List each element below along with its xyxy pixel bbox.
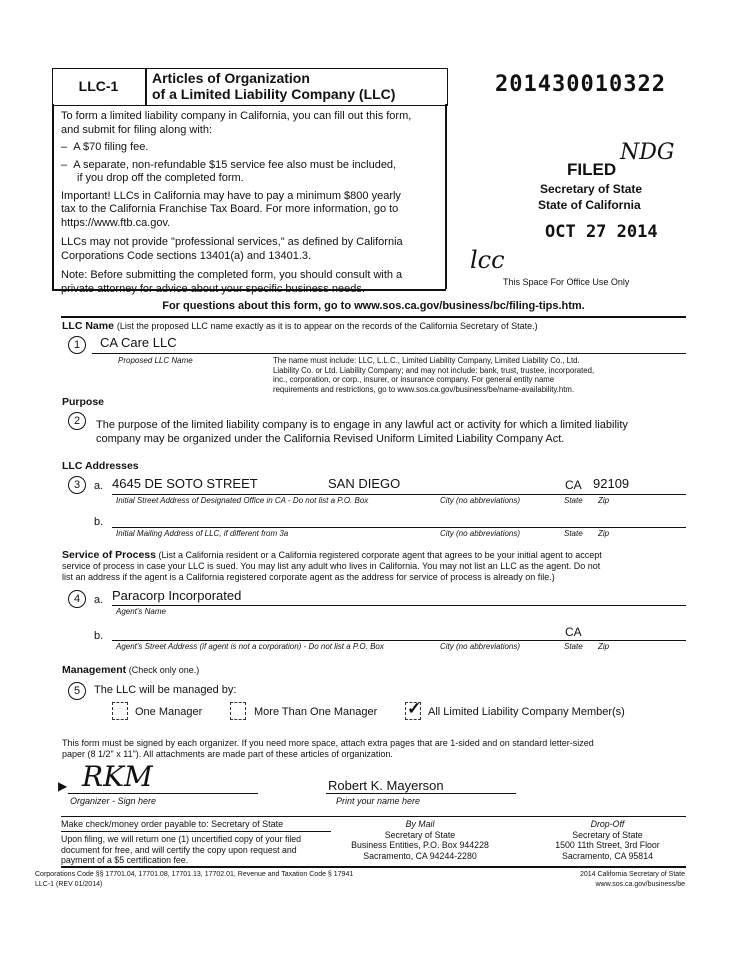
llc-name-line xyxy=(92,353,686,354)
form-title xyxy=(152,70,395,102)
service-line: list an address if the agent is a California registered corporate agent as the address for service of process is already on file.) xyxy=(62,572,555,582)
professional-line: Corporations Code sections 13401(a) and 13401.3. xyxy=(61,249,312,262)
name-requirements xyxy=(273,356,594,394)
address-b-line[interactable] xyxy=(112,527,686,528)
rule-line: Liability Co. or Ltd. Liability Company; and may not include: bank, trust, trustee, incorporated, xyxy=(273,365,595,375)
agent-a-marker: a. xyxy=(94,594,104,606)
llc-name-heading xyxy=(62,320,538,332)
intro-frame-right xyxy=(445,104,447,289)
intro-line: To form a limited liability company in California, you can fill out this form, xyxy=(61,110,412,122)
llc-name-value[interactable]: CA Care LLC xyxy=(100,335,177,350)
code-citation xyxy=(35,870,353,890)
dropoff-line: 1500 11th Street, 3rd Floor xyxy=(555,840,660,850)
agent-address-line[interactable] xyxy=(112,640,686,641)
city-label: City (no abbreviations) xyxy=(440,642,521,651)
office-use-label: This Space For Office Use Only xyxy=(503,277,630,287)
signature-text: This form must be signed by each organizer. If you need more space, attach extra pages that are 1-sided and on standard letter-sized xyxy=(62,738,594,748)
zip-label: Zip xyxy=(598,529,610,538)
item-number-5: 5 xyxy=(68,682,86,700)
dropoff-line: Sacramento, CA 95814 xyxy=(562,850,653,861)
fee-item: A $70 filing fee. xyxy=(73,141,149,153)
purpose-line: The purpose of the limited liability company is to engage in any lawful act or activity for which a limited liability xyxy=(96,419,628,431)
heading-text: LLC Name xyxy=(62,320,114,332)
fee-item-cont: if you drop off the completed form. xyxy=(77,172,244,184)
agent-b-marker: b. xyxy=(94,630,104,642)
title-line-1: Articles of Organization xyxy=(152,70,310,86)
city[interactable]: SAN DIEGO xyxy=(328,476,401,491)
address-a-marker: a. xyxy=(94,480,104,492)
mail-address xyxy=(340,819,500,861)
filing-return-text xyxy=(61,834,301,866)
one-manager-label: One Manager xyxy=(135,706,203,718)
purpose-line: company may be organized under the California Revised Uniform Limited Liability Company Act. xyxy=(96,433,565,445)
intro-line: and submit for filing along with: xyxy=(61,123,213,136)
management-instruction: (Check only one.) xyxy=(128,665,200,675)
address-a-line xyxy=(112,494,686,495)
title-line-2: of a Limited Liability Company (LLC) xyxy=(152,86,396,102)
address-b-label: Initial Mailing Address of LLC, if different from 3a xyxy=(116,529,289,538)
footer-line: document for free, and will certify the copy upon request and xyxy=(61,844,297,855)
note-line: Note: Before submitting the completed form, you should consult with a xyxy=(61,269,403,281)
footer-bottom-rule xyxy=(61,866,686,868)
sign-here-arrow-icon: ▶ xyxy=(58,779,68,793)
service-line: service of process in case your LLC is sued. You may list any adult who lives in California. You may not list an LLC as the agent. Do not xyxy=(62,561,601,571)
important-line: https://www.ftb.ca.gov. xyxy=(61,216,171,229)
mail-line: Sacramento, CA 94244-2280 xyxy=(363,850,477,861)
members-label: All Limited Liability Company Member(s) xyxy=(428,706,625,718)
fee-item: A separate, non-refundable $15 service fee also must be included, xyxy=(73,158,397,171)
organizer-signature[interactable]: RKM xyxy=(82,760,153,793)
agent-address-label: Agent's Street Address (if agent is not a corporation) - Do not list a P.O. Box xyxy=(116,642,384,651)
stamp-date: OCT 27 2014 xyxy=(545,222,658,242)
copyright xyxy=(530,870,685,890)
signature-instructions xyxy=(62,738,687,760)
state-label: State xyxy=(564,642,583,651)
service-heading: Service of Process xyxy=(62,549,156,561)
professional-line: LLCs may not provide "professional services," as defined by California xyxy=(61,236,403,248)
payable-rule xyxy=(61,831,331,832)
agent-state[interactable]: CA xyxy=(565,625,582,639)
item-number-1: 1 xyxy=(68,336,86,354)
intro-frame-left xyxy=(52,104,54,289)
footer-line: payment of a $5 certification fee. xyxy=(61,855,189,865)
dropoff-line: Secretary of State xyxy=(572,829,643,840)
item-number-4: 4 xyxy=(68,590,86,608)
signature-line xyxy=(68,793,258,794)
stamp-sos: Secretary of State xyxy=(540,182,643,196)
website: www.sos.ca.gov/business/be xyxy=(595,881,685,888)
zip[interactable]: 92109 xyxy=(593,476,630,491)
management-heading-row xyxy=(62,664,199,676)
dropoff-address xyxy=(530,819,685,861)
city-label: City (no abbreviations) xyxy=(440,496,521,505)
management-heading: Management xyxy=(62,664,127,676)
code-line: Corporations Code §§ 17701.04, 17701.08, 17701.13, 17702.01, Revenue and Taxation Code § 17941 xyxy=(35,871,354,878)
state[interactable]: CA xyxy=(565,478,582,492)
item-number-3: 3 xyxy=(68,476,86,494)
agent-name-label: Agent's Name xyxy=(116,607,166,616)
address-b-marker: b. xyxy=(94,516,104,528)
zip-label: Zip xyxy=(598,642,610,651)
state-label: State xyxy=(564,529,583,538)
dropoff-heading: Drop-Off xyxy=(590,819,625,829)
important-line: tax to the California Franchise Tax Board. For more information, go to xyxy=(61,203,399,215)
payable-text: Make check/money order payable to: Secretary of State xyxy=(61,819,284,829)
questions-line: For questions about this form, go to www.sos.ca.gov/business/bc/filing-tips.htm. xyxy=(162,300,585,312)
zip-label: Zip xyxy=(598,496,610,505)
management-text: The LLC will be managed by: xyxy=(94,684,237,696)
purpose-heading: Purpose xyxy=(62,396,105,408)
copyright-line: 2014 California Secretary of State xyxy=(579,871,685,878)
rule-line: The name must include: LLC, L.L.C., Limited Liability Company, Limited Liability Co., Ltd. xyxy=(273,356,580,365)
form-revision: LLC-1 (REV 01/2014) xyxy=(35,881,103,888)
address-a-label: Initial Street Address of Designated Office in CA - Do not list a P.O. Box xyxy=(116,496,369,505)
more-managers-label: More Than One Manager xyxy=(254,706,378,718)
file-number: 201430010322 xyxy=(495,72,666,97)
mail-line: Business Entities, P.O. Box 944228 xyxy=(351,840,489,850)
addresses-heading: LLC Addresses xyxy=(62,460,139,472)
state-label: State xyxy=(564,496,583,505)
name-label: Print your name here xyxy=(336,796,421,806)
llc-name-label: Proposed LLC Name xyxy=(118,356,193,365)
mail-heading: By Mail xyxy=(405,819,435,829)
organizer-name[interactable]: Robert K. Mayerson xyxy=(328,778,444,793)
item-number-2: 2 xyxy=(68,412,86,430)
agent-line xyxy=(112,605,686,606)
handwritten-initials: NDG xyxy=(620,140,675,165)
signature-label: Organizer - Sign here xyxy=(70,796,157,806)
handwritten-mark: lcc xyxy=(470,246,505,274)
note-line: private attorney for advice about your specific business needs. xyxy=(61,282,365,295)
signature-text: paper (8 1/2" x 11"). All attachments are made part of these articles of organization. xyxy=(62,749,393,759)
form-code: LLC-1 xyxy=(78,78,119,94)
filed-stamp: FILED xyxy=(567,160,617,179)
street-address[interactable]: 4645 DE SOTO STREET xyxy=(112,476,258,491)
header-divider xyxy=(145,68,147,105)
rule-line: inc., corporation, or corp., insurer, or insurance company. For general entity name xyxy=(273,375,555,385)
section-rule xyxy=(61,316,686,318)
city-label: City (no abbreviations) xyxy=(440,529,521,538)
intro-text: To form a limited liability company in California, you can fill out this form, and submit for filing along with: – A $70 filing fee. – A separate, non-refundable $15 service fee also must be included, if you drop off the completed form. Important! LLCs in California may have to pay a minimum $800 yearly tax to the California Franchise Tax Board. For more information, go to https://www.ftb.ca.gov. LLCs may not provide "professional services," as defined by California Corporations Code sections 13401(a) and 13401.3. Note: Before submitting the completed form, you should consult with a private attorney for advice about your specific business needs. xyxy=(61,110,439,296)
more-managers-checkbox[interactable] xyxy=(230,702,246,720)
service-line: (List a California resident or a California registered corporate agent that agrees to be your initial agent to accept xyxy=(158,550,602,560)
purpose-text xyxy=(96,418,628,446)
footer-line: Upon filing, we will return one (1) uncertified copy of your filed xyxy=(61,834,302,844)
important-line: Important! LLCs in California may have to pay a minimum $800 yearly xyxy=(61,189,401,202)
service-text xyxy=(62,550,687,583)
check-mark-icon: ✓ xyxy=(407,699,422,718)
stamp-state: State of California xyxy=(538,198,641,212)
mail-line: Secretary of State xyxy=(384,829,456,840)
agent-name[interactable]: Paracorp Incorporated xyxy=(112,588,242,603)
rule-line: requirements and restrictions, go to www.sos.ca.gov/business/be/name-availability.htm. xyxy=(273,384,575,394)
one-manager-checkbox[interactable] xyxy=(112,702,128,720)
name-line xyxy=(326,793,516,794)
llc-name-instruction: (List the proposed LLC name exactly as it is to appear on the records of the California Secretary of State.) xyxy=(116,321,538,331)
